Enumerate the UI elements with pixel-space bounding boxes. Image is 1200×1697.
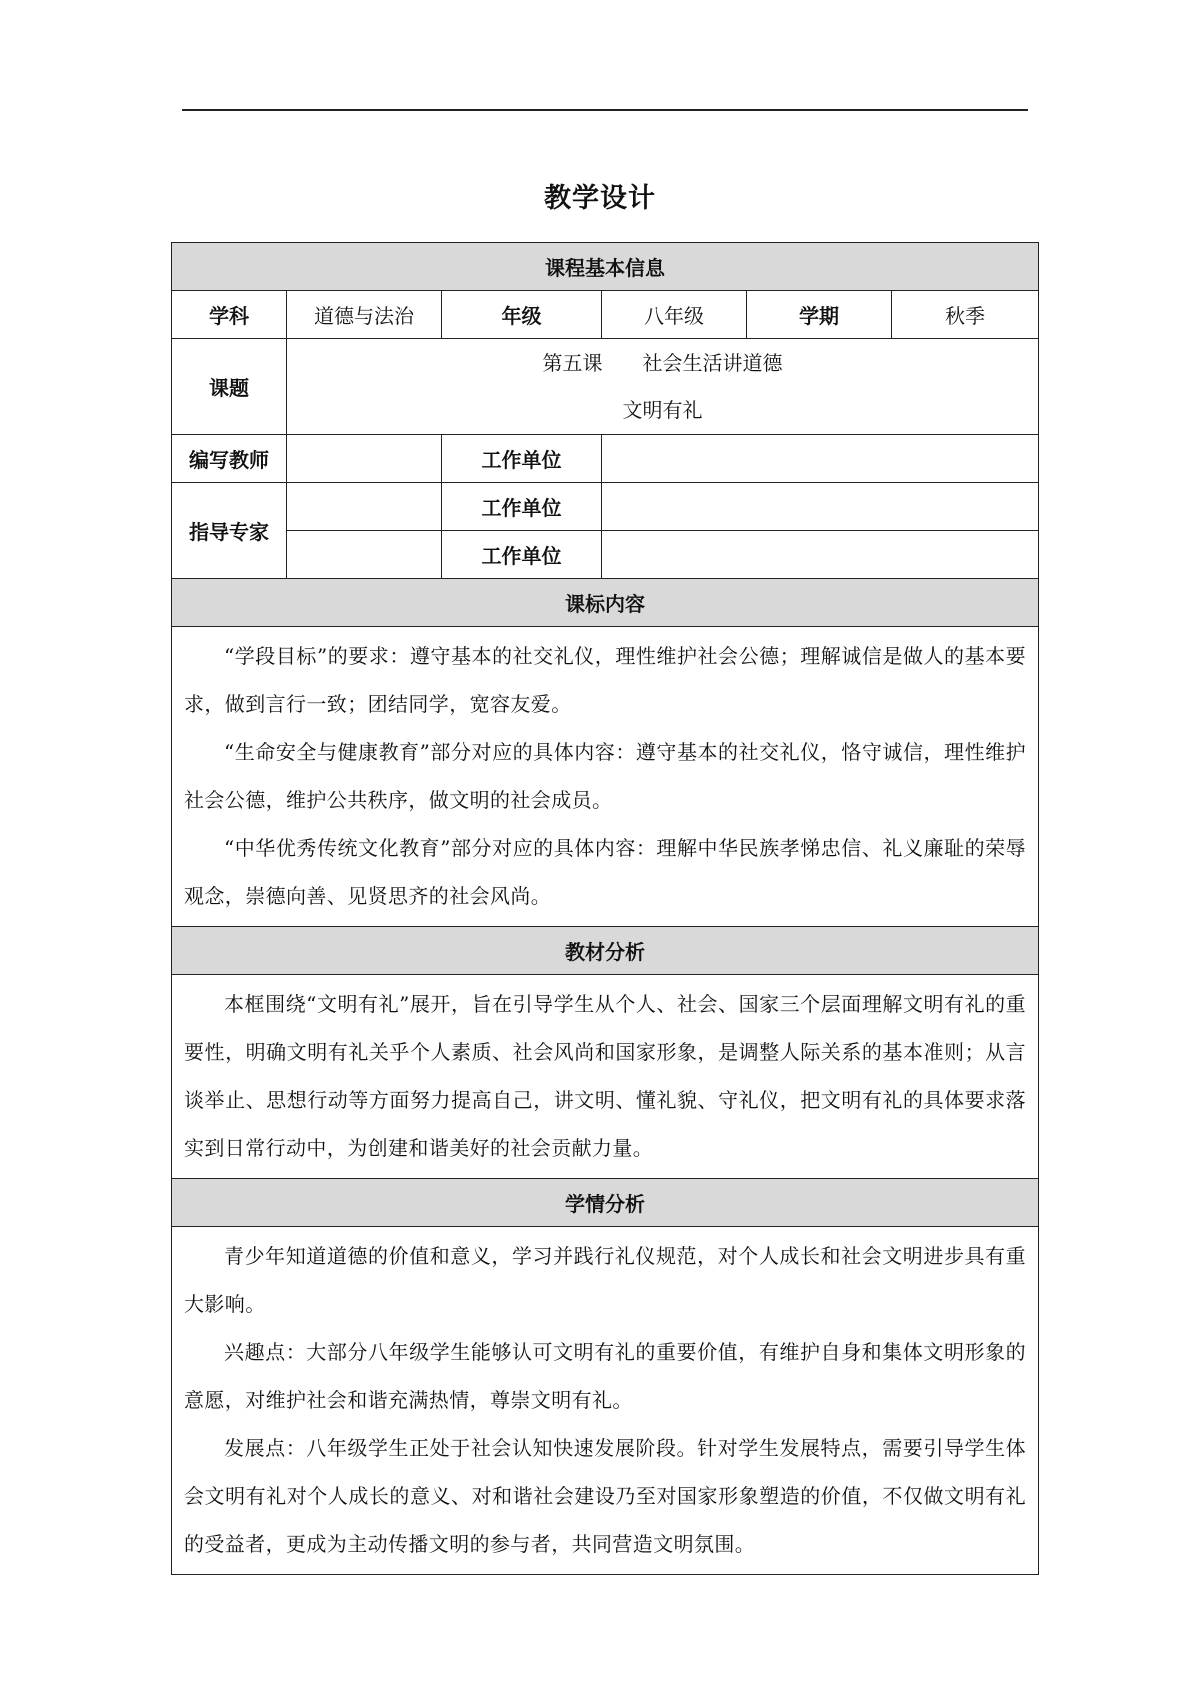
advisor-value-2 xyxy=(287,531,442,579)
topic-subtitle: 文明有礼 xyxy=(622,397,703,422)
textbook-analysis-header: 教材分析 xyxy=(172,927,1039,975)
work-unit-label: 工作单位 xyxy=(442,435,602,483)
curriculum-standard-header: 课标内容 xyxy=(172,579,1039,627)
student-paragraph: 兴趣点：大部分八年级学生能够认可文明有礼的重要价值，有维护自身和集体文明形象的意愿，对维护社会和谐充满热情，尊崇文明有礼。 xyxy=(184,1340,1027,1412)
author-value xyxy=(287,435,442,483)
textbook-analysis-content xyxy=(172,975,1039,1179)
term-value: 秋季 xyxy=(892,291,1039,339)
curriculum-paragraph: “中华优秀传统文化教育”部分对应的具体内容：理解中华民族孝悌忠信、礼义廉耻的荣辱观念，崇德向善、见贤思齐的社会风尚。 xyxy=(184,836,1027,908)
student-analysis-content xyxy=(172,1227,1039,1575)
advisor-label: 指导专家 xyxy=(172,483,287,579)
topic-lesson-title: 社会生活讲道德 xyxy=(642,350,783,375)
grade-label: 年级 xyxy=(442,291,602,339)
work-unit-value xyxy=(602,435,1039,483)
advisor-unit-label-2: 工作单位 xyxy=(442,531,602,579)
topic-line-1 xyxy=(287,340,1038,387)
advisor-unit-value-1 xyxy=(602,483,1039,531)
topic-lesson: 第五课 xyxy=(542,350,603,375)
basic-info-header: 课程基本信息 xyxy=(172,243,1039,291)
topic-value xyxy=(287,339,1039,435)
curriculum-standard-content xyxy=(172,627,1039,927)
subject-label: 学科 xyxy=(172,291,287,339)
advisor-unit-value-2 xyxy=(602,531,1039,579)
advisor-value xyxy=(287,483,442,531)
student-analysis-header: 学情分析 xyxy=(172,1179,1039,1227)
student-paragraph: 发展点：八年级学生正处于社会认知快速发展阶段。针对学生发展特点，需要引导学生体会文明有礼对个人成长的意义、对和谐社会建设乃至对国家形象塑造的价值，不仅做文明有礼的受益者，更成为主动传播文明的参与者，共同营造文明氛围。 xyxy=(184,1436,1027,1556)
term-label: 学期 xyxy=(747,291,892,339)
curriculum-paragraph: “生命安全与健康教育”部分对应的具体内容：遵守基本的社交礼仪，恪守诚信，理性维护社会公德，维护公共秩序，做文明的社会成员。 xyxy=(184,740,1027,812)
topic-label: 课题 xyxy=(172,339,287,435)
advisor-unit-label-1: 工作单位 xyxy=(442,483,602,531)
curriculum-paragraph: “学段目标”的要求：遵守基本的社交礼仪，理性维护社会公德；理解诚信是做人的基本要求，做到言行一致；团结同学，宽容友爱。 xyxy=(184,644,1027,716)
document-title: 教学设计 xyxy=(544,183,656,214)
lesson-plan-table xyxy=(171,242,1039,1575)
student-paragraph: 青少年知道道德的价值和意义，学习并践行礼仪规范，对个人成长和社会文明进步具有重大影响。 xyxy=(184,1244,1027,1316)
header-rule xyxy=(182,109,1028,111)
author-label: 编写教师 xyxy=(172,435,287,483)
subject-value: 道德与法治 xyxy=(287,291,442,339)
textbook-paragraph: 本框围绕“文明有礼”展开，旨在引导学生从个人、社会、国家三个层面理解文明有礼的重要性，明确文明有礼关乎个人素质、社会风尚和国家形象，是调整人际关系的基本准则；从言谈举止、思想行动等方面努力提高自己，讲文明、懂礼貌、守礼仪，把文明有礼的具体要求落实到日常行动中，为创建和谐美好的社会贡献力量。 xyxy=(184,992,1027,1160)
grade-value: 八年级 xyxy=(602,291,747,339)
